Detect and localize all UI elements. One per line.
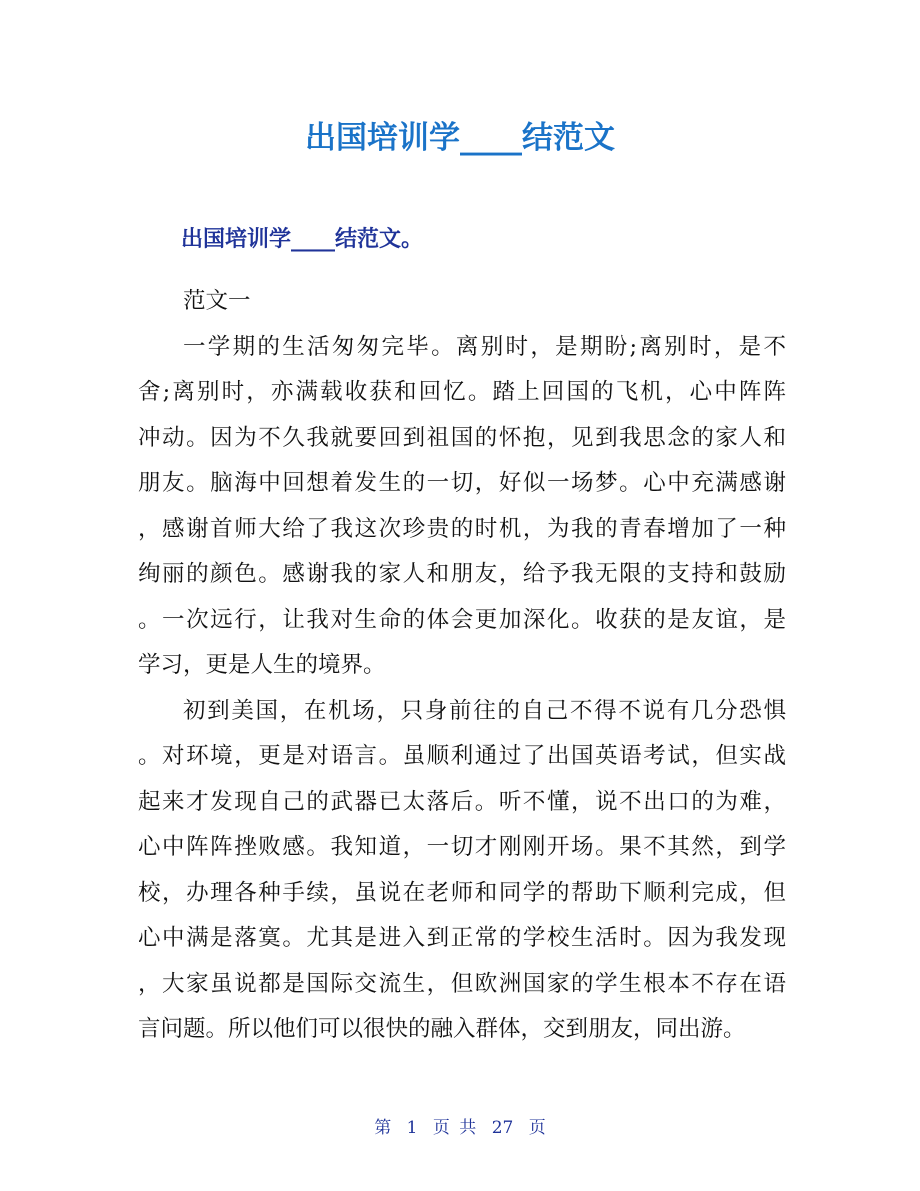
document-subtitle: 出国培训学____结范文。 [181,227,424,252]
paragraph-line: 朋友。脑海中回想着发生的一切，好似一场梦。心中充满感谢 [138,470,786,496]
paragraph-line: 心中满是落寞。尤其是进入到正常的学校生活时。因为我发现 [138,925,786,951]
document-title: 出国培训学____结范文 [305,120,615,156]
paragraph-line: 初到美国，在机场，只身前往的自己不得不说有几分恐惧 [183,697,786,724]
paragraph-line: 心中阵阵挫败感。我知道，一切才刚刚开场。果不其然，到学 [138,834,786,860]
paragraph-line: 一学期的生活匆匆完毕。离别时，是期盼;离别时，是不 [183,333,786,360]
footer-prefix: 第 [374,1118,392,1138]
paragraph-line: 舍;离别时，亦满载收获和回忆。踏上回国的飞机，心中阵阵 [138,379,786,405]
paragraph-line: 校，办理各种手续，虽说在老师和同学的帮助下顺利完成，但 [138,879,786,906]
page-footer [0,1113,920,1138]
footer-middle: 页 共 [432,1118,477,1138]
document-body [138,279,786,1053]
footer-total-pages: 27 [491,1118,514,1138]
paragraph-line: 绚丽的颜色。感谢我的家人和朋友，给予我无限的支持和鼓励 [138,561,786,587]
footer-suffix: 页 [528,1118,546,1138]
paragraph-line: 。对环境，更是对语言。虽顺利通过了出国英语考试，但实战 [138,743,786,769]
paragraph-line: 言问题。所以他们可以很快的融入群体，交到朋友，同出游。 [138,1016,746,1042]
paragraph-line: ，感谢首师大给了我这次珍贵的时机，为我的青春增加了一种 [138,515,786,542]
paragraph-1 [138,325,786,689]
footer-current-page: 1 [406,1118,418,1138]
section-label: 范文一 [183,288,251,314]
paragraph-line: 学习，更是人生的境界。 [138,652,386,678]
paragraph-line: 。一次远行，让我对生命的体会更加深化。收获的是友谊，是 [138,606,786,633]
paragraph-line: ，大家虽说都是国际交流生，但欧洲国家的学生根本不存在语 [138,970,786,997]
paragraph-2 [138,689,786,1053]
paragraph-line: 冲动。因为不久我就要回到祖国的怀抱，见到我思念的家人和 [138,424,786,451]
paragraph-line: 起来才发现自己的武器已太落后。听不懂，说不出口的为难， [138,788,786,815]
